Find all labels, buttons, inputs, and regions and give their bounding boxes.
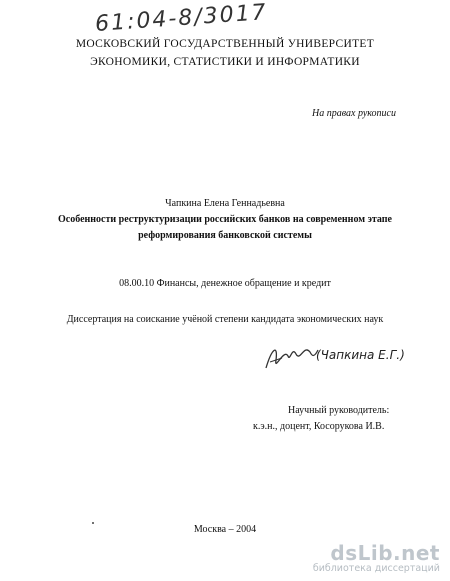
university-name-line2: ЭКОНОМИКИ, СТАТИСТИКИ И ИНФОРМАТИКИ <box>90 56 360 68</box>
signature-scribble-icon <box>262 338 322 378</box>
watermark-subtitle: библиотека диссертаций <box>312 563 440 574</box>
advisor-name: к.э.н., доцент, Косорукова И.В. <box>253 421 385 432</box>
degree-statement: Диссертация на соискание учёной степени кандидата экономических наук <box>66 314 384 325</box>
city-year: Москва – 2004 <box>193 524 257 535</box>
signature-name-text: (Чапкина Е.Г.) <box>316 348 405 362</box>
author-name: Чапкина Елена Геннадьевна <box>165 198 285 209</box>
dissertation-title-line1: Особенности реструктуризации российских банков на современном этапе <box>58 214 392 225</box>
dissertation-title-line2: реформирования банковской системы <box>138 230 312 241</box>
manuscript-rights-note: На правах рукописи <box>312 108 396 119</box>
author-signature <box>262 338 432 378</box>
specialty-code: 08.00.10 Финансы, денежное обращение и кредит <box>119 278 331 289</box>
watermark-logo: dsLib.net <box>330 541 440 565</box>
archive-number-handwritten: 61:04-8/3017 <box>94 0 269 37</box>
university-name-line1: МОСКОВСКИЙ ГОСУДАРСТВЕННЫЙ УНИВЕРСИТЕТ <box>75 38 375 50</box>
advisor-label: Научный руководитель: <box>288 405 390 416</box>
dslib-watermark <box>312 541 440 575</box>
